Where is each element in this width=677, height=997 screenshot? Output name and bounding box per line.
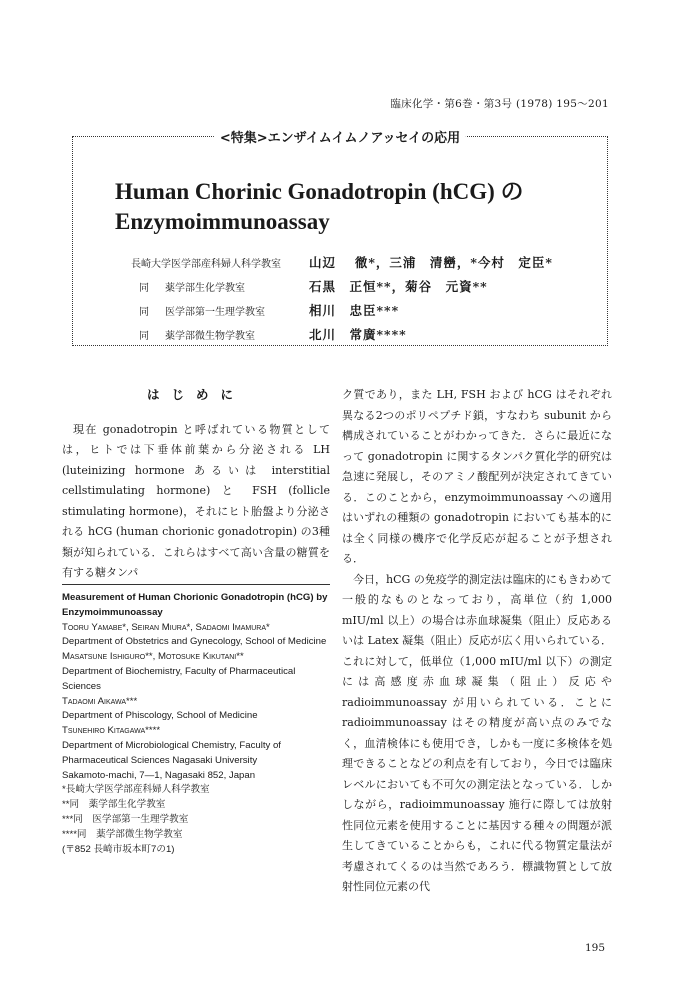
english-authors: Tsunehiro Kitagawa****: [62, 725, 161, 737]
ditto-mark: 同: [139, 283, 149, 294]
english-title: Measurement of Human Chorionic Gonadotropin (hCG) by Enzymoimmunoassay: [62, 592, 328, 618]
affiliation: 長崎大学医学部産科婦人科学教室: [131, 259, 281, 270]
jp-affiliation: ****同 薬学部微生物学教室: [62, 828, 183, 840]
affiliation: [131, 303, 309, 318]
body-paragraph: 今日，hCG の免疫学的測定法は臨床的にもきわめて一般的なものとなっており，高単位（約 1,000 mIU/ml 以上）の場合は赤血球凝集（阻止）反応あるいは Latex 凝集（阻止）反応が広く用いられている．これに対して，低単位（1,000 mIU/ml 以下）の測定には高感度赤血球凝集（阻止）反応や radioimmunoassay が用いられている．ことに radioimmunoassay はその精度が高い点のみでなく，血清検体にも使用でき，しかも一度に多検体を処理できることなどの利点を有しており，今日では臨床レベルにおいても不可欠の測定法となっている．しかしながら，radioimmunoassay 施行に際しては放射性同位元素を使用することに基因する種々の問題が派生してきていることからも，これに代る物質定量法が考慮されてくるのは当然であろう．標識物質として放射性同位元素の代: [342, 572, 612, 893]
author-names: 相川 忠臣***: [309, 303, 400, 318]
article-title: [115, 177, 524, 237]
department: Department of Phiscology, School of Medicine: [62, 710, 258, 722]
feature-box: [72, 131, 608, 346]
department: Department of Biochemistry, Faculty of Pharmaceutical Sciences: [62, 665, 296, 692]
author-names: 北川 常廣****: [309, 327, 407, 342]
author-row: [131, 325, 553, 349]
address: Sakamoto-machi, 7—1, Nagasaki 852, Japan: [62, 769, 256, 781]
section-heading: はじめに: [146, 387, 245, 402]
title-line-1: Human Chorinic Gonadotropin (hCG) の: [115, 179, 524, 204]
jp-affiliation: **同 薬学部生化学教室: [62, 799, 166, 811]
jp-address: (〒852 長崎市坂本町7の1): [62, 843, 175, 855]
author-list: [131, 253, 553, 349]
left-column: [62, 385, 330, 584]
jp-affiliation: ***同 医学部第一生理学教室: [62, 813, 189, 825]
ditto-mark: 同: [139, 331, 149, 342]
english-authors: Tooru Yamabe*, Seiran Miura*, Sadaomi Imamura*: [62, 621, 270, 633]
feature-label: <特集>エンザイムイムノアッセイの応用: [214, 127, 466, 146]
department: Department of Microbiological Chemistry, Faculty of Pharmaceutical Sciences Nagasaki University: [62, 739, 281, 766]
ditto-mark: 同: [139, 307, 149, 318]
affiliation: [131, 279, 309, 294]
body-paragraph: ク質であり，また LH, FSH および hCG はそれぞれ異なる2つのポリペプチド鎖，すなわち subunit から構成されていることがわかってきた．さらに最近になって gonadotropin に関するタンパク質化学的研究は急速に発展し，そのアミノ酸配列が決定されてきている．このことから，enzymoimmunoassay への適用はいずれの種類の gonadotropin においても基本的には全く同様の機序で化学反応が起ることが予想される．: [342, 388, 612, 565]
author-row: [131, 253, 553, 277]
journal-header: 臨床化学・第6巻・第3号 (1978) 195〜201: [390, 98, 609, 110]
english-authors: Masatsune Ishiguro**, Motosuke Kikutani**: [62, 651, 244, 663]
page-number: 195: [584, 942, 605, 954]
body-paragraph: 現在 gonadotropin と呼ばれている物質としては，ヒトでは下垂体前葉から分泌される LH (luteinizing hormone あるいは interstitial cellstimulating hormone) と FSH (follicle stimulating hormone)，それにヒト胎盤より分泌される hCG (human chorionic gonadotropin) の3種類が知られている．これらはすべて高い含量の糖質を有する糖タンパ: [62, 422, 330, 579]
author-names: 山辺 徹*，三浦 清巒，*今村 定臣*: [309, 255, 553, 270]
english-abstract-box: [62, 584, 330, 857]
department: Department of Obstetrics and Gynecology, School of Medicine: [62, 636, 327, 648]
affiliation-text: 薬学部生化学教室: [165, 283, 245, 294]
affiliation-text: 薬学部微生物学教室: [165, 331, 255, 342]
right-column: [342, 385, 612, 898]
affiliation: [131, 327, 309, 342]
author-row: [131, 277, 553, 301]
title-line-2: Enzymoimmunoassay: [115, 209, 330, 234]
author-names: 石黒 正恒**，菊谷 元資**: [309, 279, 488, 294]
english-authors: Tadaomi Aikawa***: [62, 695, 138, 707]
affiliation-text: 医学部第一生理学教室: [165, 307, 265, 318]
jp-affiliation: *長崎大学医学部産科婦人科学教室: [62, 784, 210, 796]
author-row: [131, 301, 553, 325]
